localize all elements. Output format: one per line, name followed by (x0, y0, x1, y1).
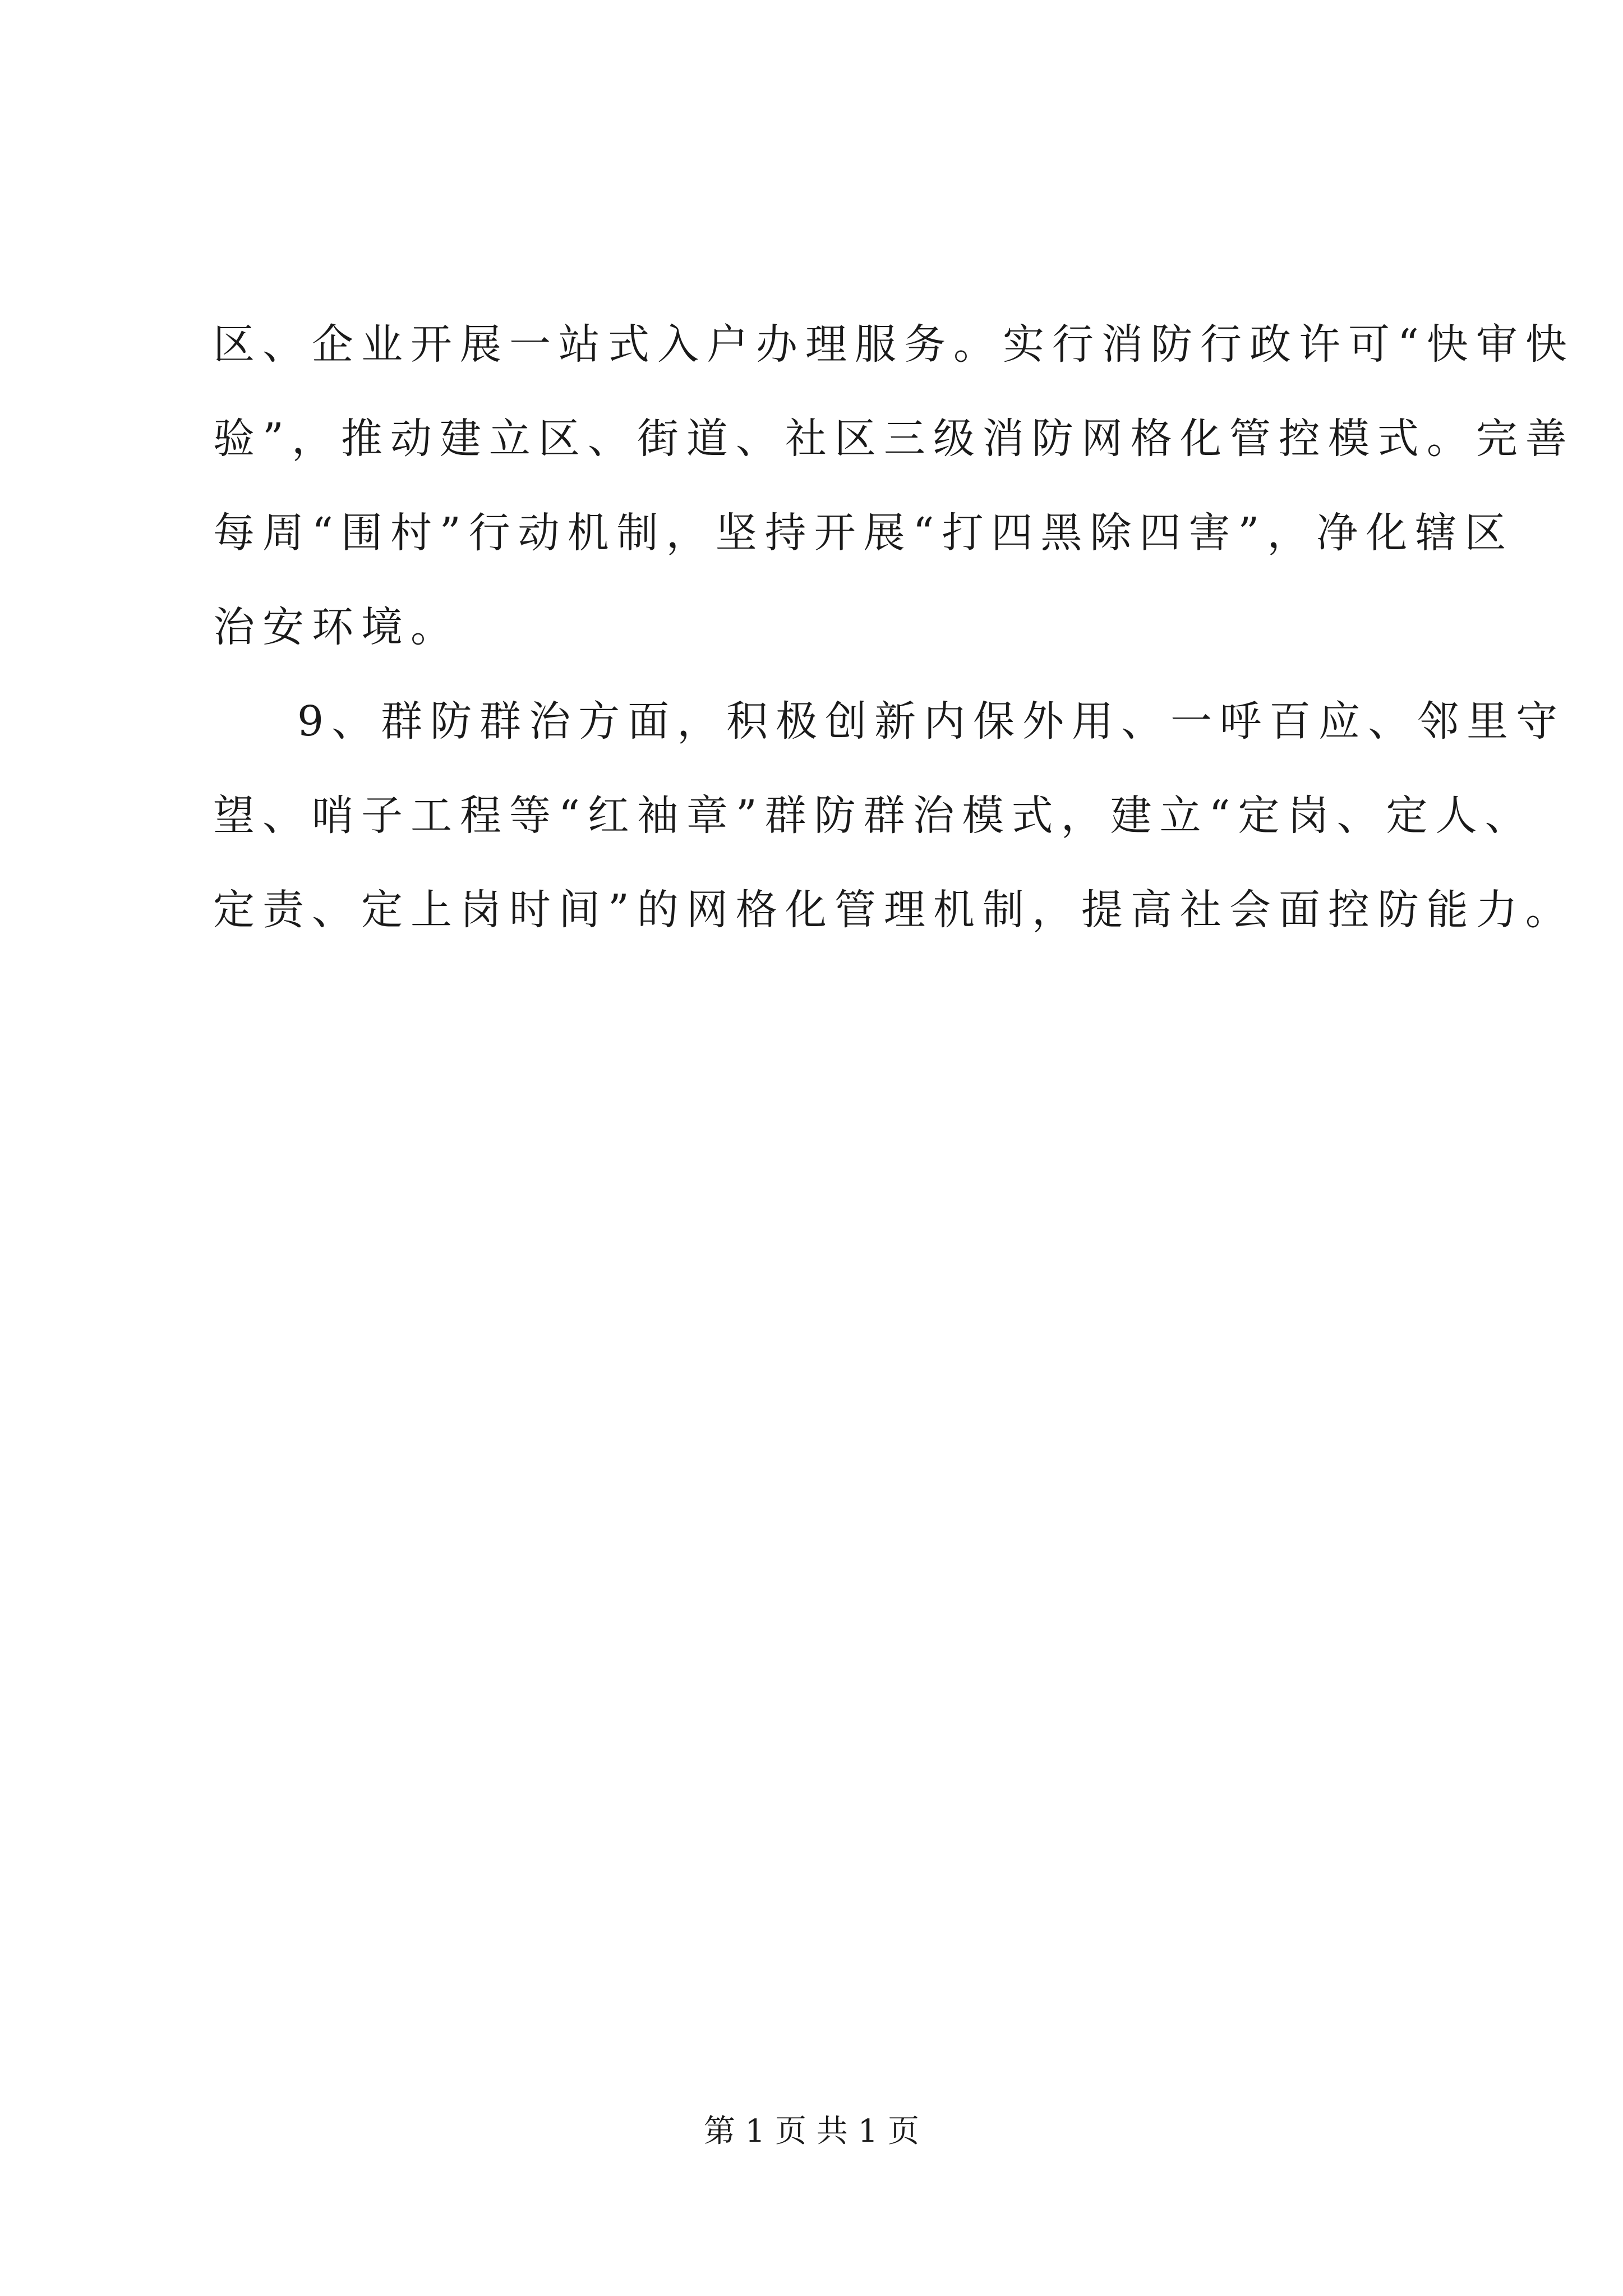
text-line: 定责、定上岗时间”的网格化管理机制，提高社会面控防能力。 (213, 886, 1575, 934)
text-line: 望、哨子工程等“红袖章”群防群治模式，建立“定岗、定人、 (213, 792, 1534, 840)
text-line: 9、群防群治方面，积极创新内保外用、一呼百应、邻里守 (297, 697, 1566, 746)
paragraph-9 (213, 674, 1575, 957)
text-line: 区、企业开展一站式入户办理服务。实行消防行政许可“快审快 (213, 320, 1575, 369)
document-body (213, 297, 1575, 957)
page-footer (0, 2109, 1623, 2154)
text-line: 验”，推动建立区、街道、社区三级消防网格化管控模式。完善 (213, 415, 1575, 463)
text-line: 每周“围村”行动机制，坚持开展“打四黑除四害”，净化辖区 (213, 509, 1514, 557)
text-line: 治安环境。 (213, 603, 460, 651)
page-number-label: 第 1 页 共 1 页 (703, 2113, 920, 2150)
paragraph-continued (213, 297, 1575, 674)
